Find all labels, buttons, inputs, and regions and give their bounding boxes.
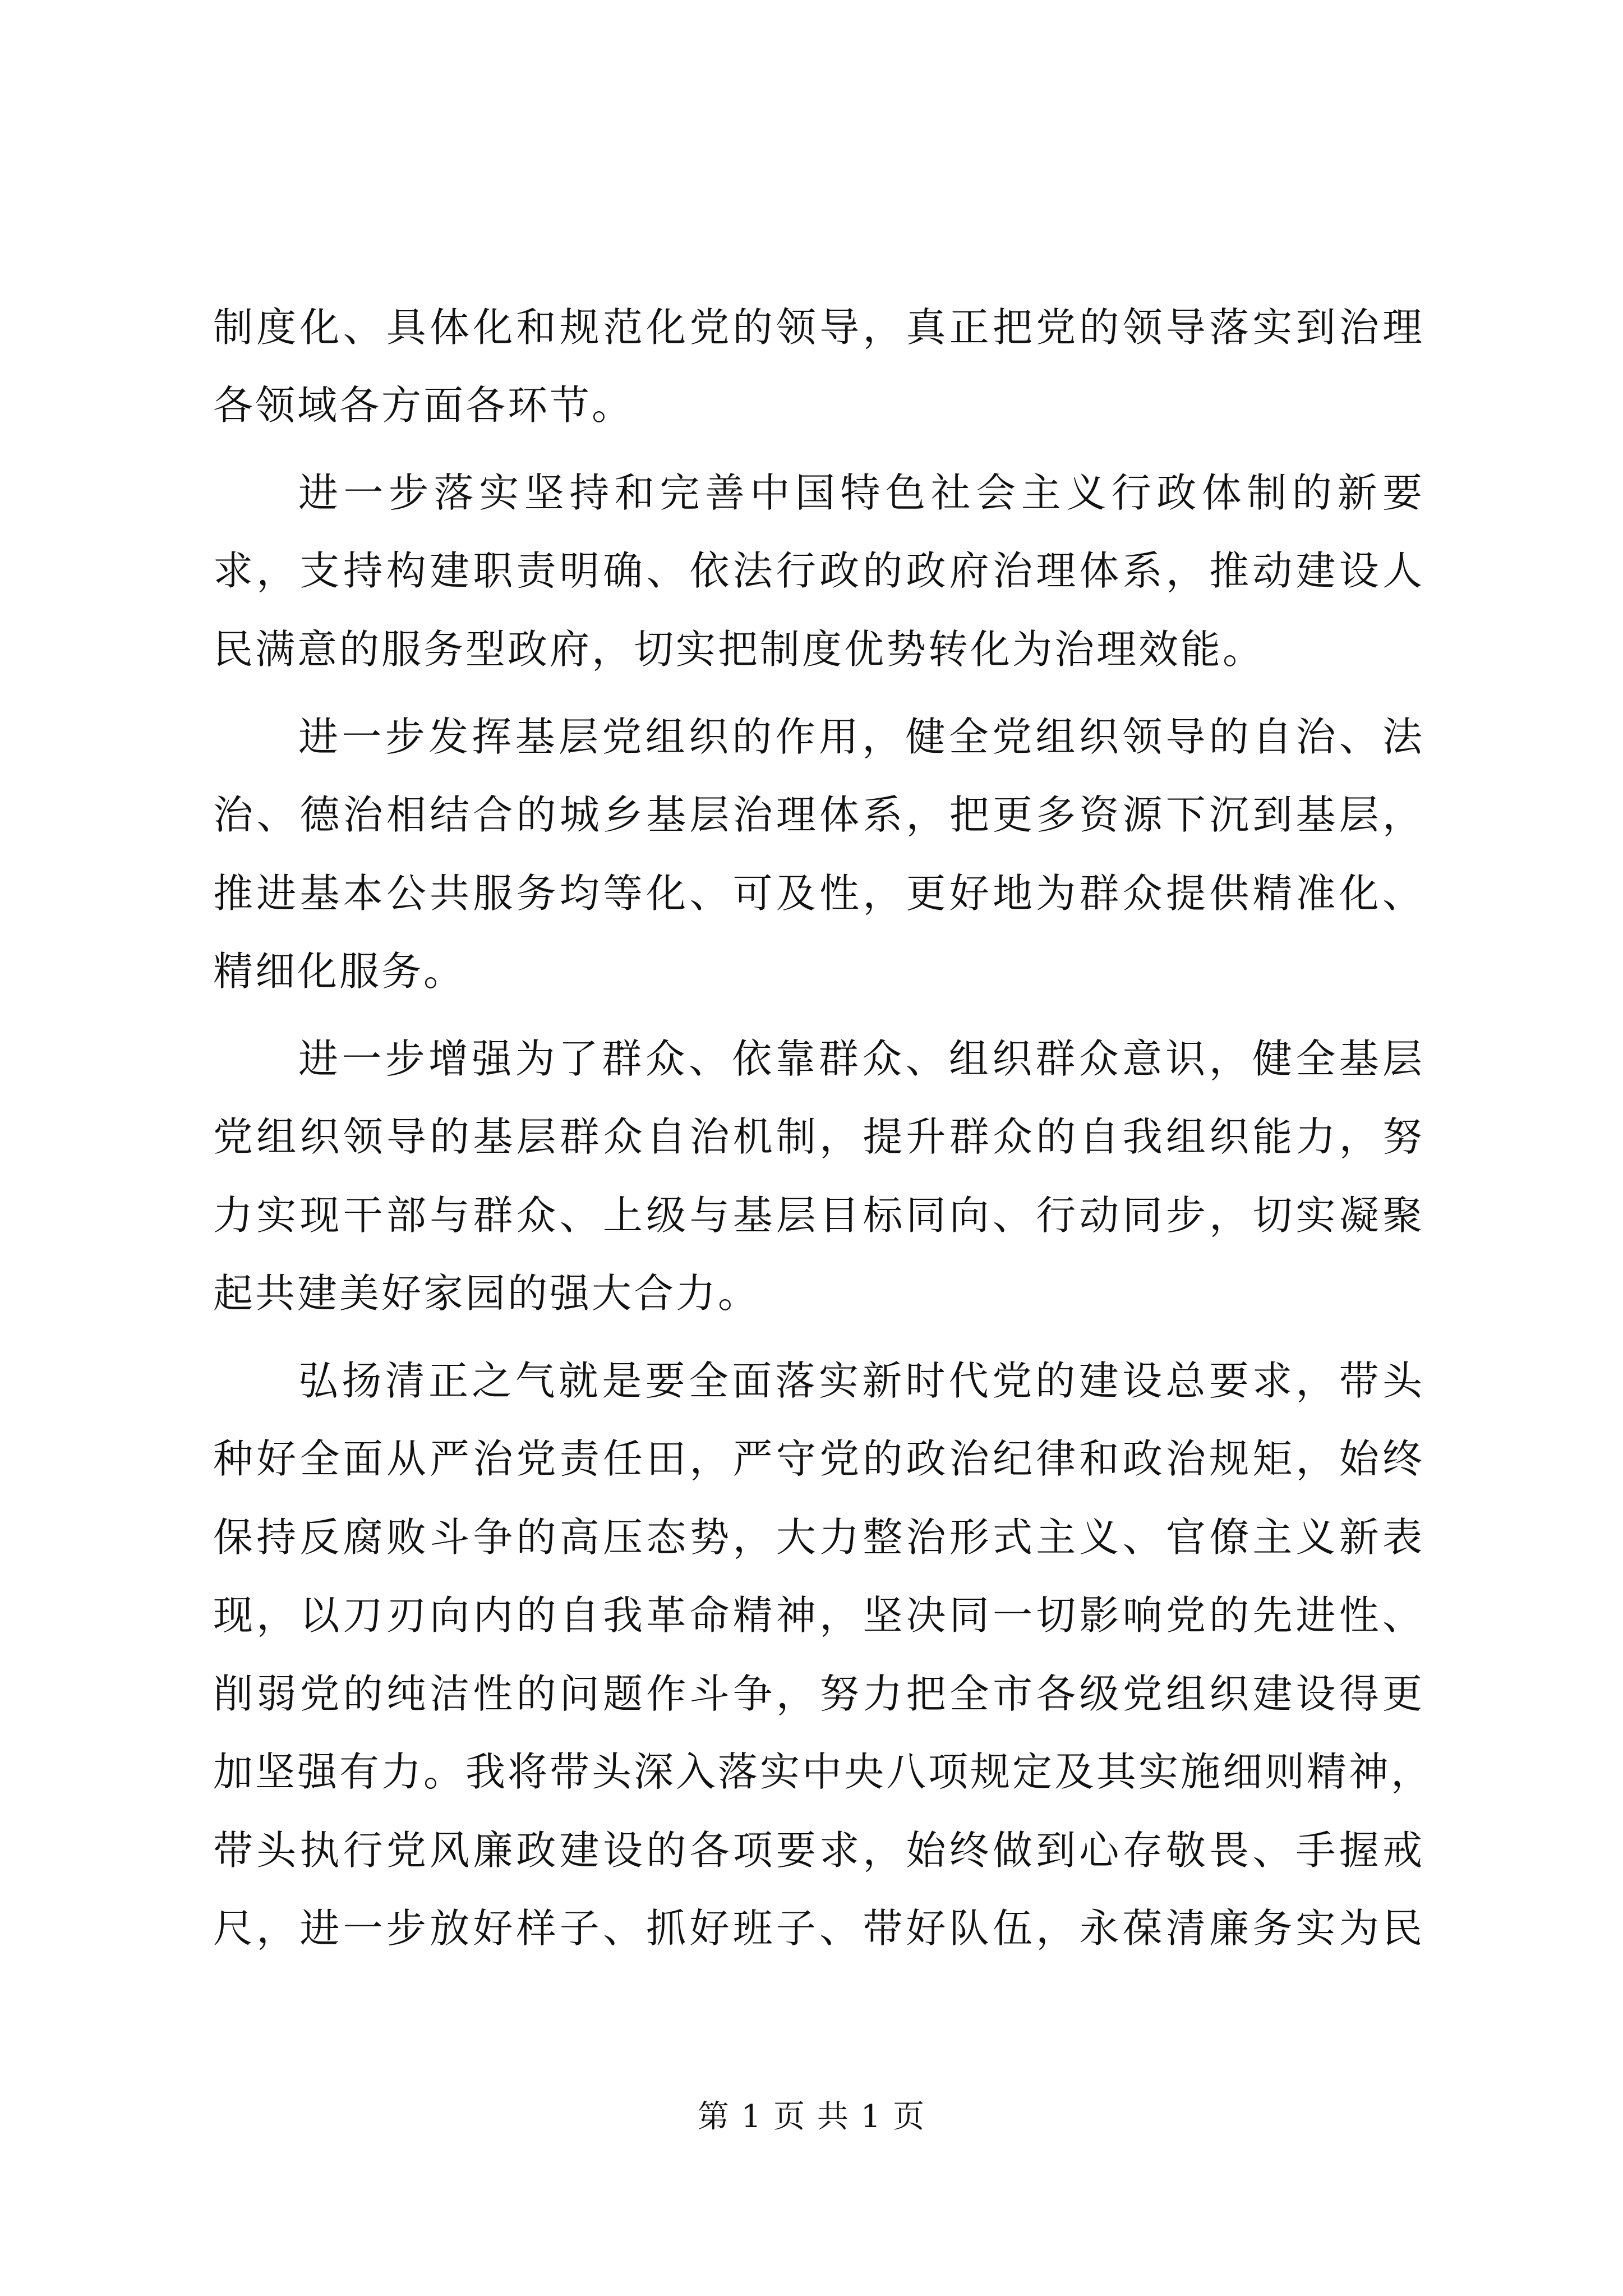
text-line: 党组织领导的基层群众自治机制，提升群众的自我组织能力，努 xyxy=(213,1114,1424,1160)
text-line: 治、德治相结合的城乡基层治理体系，把更多资源下沉到基层， xyxy=(213,792,1424,838)
text-line: 进一步发挥基层党组织的作用，健全党组织领导的自治、法 xyxy=(298,714,1424,760)
text-line: 各领域各方面各环节。 xyxy=(213,382,634,429)
page-footer: 第 1 页 共 1 页 xyxy=(697,2099,926,2135)
text-line: 推进基本公共服务均等化、可及性，更好地为群众提供精准化、 xyxy=(213,870,1424,917)
text-line: 精细化服务。 xyxy=(213,948,466,995)
text-line: 进一步增强为了群众、依靠群众、组织群众意识，健全基层 xyxy=(298,1036,1424,1082)
text-line: 弘扬清正之气就是要全面落实新时代党的建设总要求，带头 xyxy=(298,1358,1424,1404)
text-line: 民满意的服务型政府，切实把制度优势转化为治理效能。 xyxy=(213,626,1265,673)
text-line: 尺，进一步放好样子、抓好班子、带好队伍，永葆清廉务实为民 xyxy=(213,1905,1424,1952)
text-line: 进一步落实坚持和完善中国特色社会主义行政体制的新要 xyxy=(298,470,1424,516)
text-line: 制度化、具体化和规范化党的领导，真正把党的领导落实到治理 xyxy=(213,304,1424,351)
text-line: 现，以刀刃向内的自我革命精神，坚决同一切影响党的先进性、 xyxy=(213,1592,1424,1639)
text-line: 起共建美好家园的强大合力。 xyxy=(213,1270,760,1317)
text-line: 种好全面从严治党责任田，严守党的政治纪律和政治规矩，始终 xyxy=(213,1435,1424,1482)
text-line: 加坚强有力。我将带头深入落实中央八项规定及其实施细则精神， xyxy=(213,1749,1433,1795)
text-line: 带头执行党风廉政建设的各项要求，始终做到心存敬畏、手握戒 xyxy=(213,1827,1424,1874)
text-line: 力实现干部与群众、上级与基层目标同向、行动同步，切实凝聚 xyxy=(213,1192,1424,1239)
text-line: 保持反腐败斗争的高压态势，大力整治形式主义、官僚主义新表 xyxy=(213,1514,1424,1561)
text-line: 削弱党的纯洁性的问题作斗争，努力把全市各级党组织建设得更 xyxy=(213,1671,1424,1717)
text-line: 求，支持构建职责明确、依法行政的政府治理体系，推动建设人 xyxy=(213,547,1424,594)
